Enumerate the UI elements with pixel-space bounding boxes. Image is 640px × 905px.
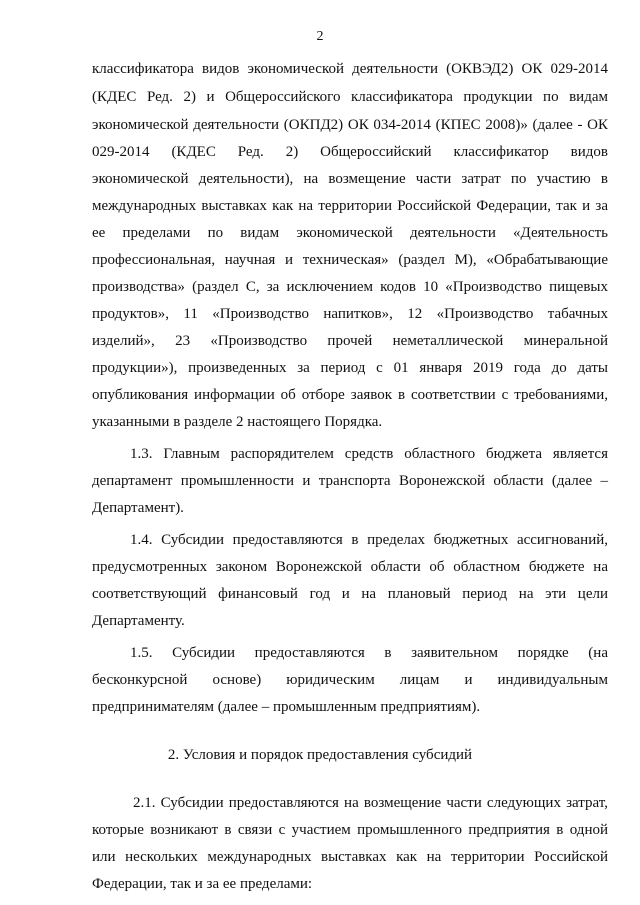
text-line: предпринимателям (далее – промышленным предприятиям). (92, 699, 481, 715)
text-line: производства» (раздел С, за исключением кодов 10 «Производство пищевых (92, 279, 608, 295)
text-line: бесконкурсной основе) юридическим лицам и индивидуальным (92, 672, 608, 688)
text-line: 029-2014 (КДЕС Ред. 2) Общероссийский классификатор видов (92, 144, 608, 160)
text-line: Департаменту. (92, 613, 185, 629)
text-line: Федерации, так и за ее пределами: (92, 876, 313, 892)
text-line: международных выставках как на территории Российской Федерации, так и за (92, 198, 608, 214)
text-line: или нескольких международных выставках как на территории Российской (92, 849, 608, 865)
paragraph-1-4-start: 1.4. Субсидии предоставляются в пределах бюджетных ассигнований, (130, 532, 608, 548)
text-line: (КДЕС Ред. 2) и Общероссийского классификатора продукции по видам (92, 89, 608, 105)
text-line: соответствующий финансовый год и на плановый период на эти цели (92, 586, 608, 602)
text-line: продукции»), произведенных за период с 01 января 2019 года до даты (92, 360, 608, 376)
text-line: изделий», 23 «Производство прочей неметаллической минеральной (92, 333, 608, 349)
text-line: указанными в разделе 2 настоящего Порядка. (92, 414, 383, 430)
section-heading: 2. Условия и порядок предоставления субсидий (167, 747, 473, 763)
text-line: предусмотренных законом Воронежской области об областном бюджете на (92, 559, 608, 575)
text-line: опубликования информации об отборе заявок в соответствии с требованиями, (92, 387, 608, 403)
text-line: профессиональная, научная и техническая» (раздел М), «Обрабатывающие (92, 252, 608, 268)
text-line: экономической деятельности), на возмещение части затрат по участию в (92, 171, 608, 187)
text-line: экономической деятельности (ОКПД2) ОК 034-2014 (КПЕС 2008)» (далее - ОК (92, 117, 608, 133)
text-line: Департамент). (92, 500, 184, 516)
text-line: классификатора видов экономической деятельности (ОКВЭД2) ОК 029-2014 (92, 61, 608, 77)
paragraph-2-1-start: 2.1. Субсидии предоставляются на возмещение части следующих затрат, (133, 795, 608, 811)
text-line: ее пределами по видам экономической деятельности «Деятельность (92, 225, 608, 241)
text-line: департамент промышленности и транспорта Воронежской области (далее – (92, 473, 608, 489)
paragraph-1-5-start: 1.5. Субсидии предоставляются в заявительном порядке (на (130, 645, 608, 661)
text-line: которые возникают в связи с участием промышленного предприятия в одной (92, 822, 608, 838)
text-line: продуктов», 11 «Производство напитков», 12 «Производство табачных (92, 306, 608, 322)
paragraph-1-3-start: 1.3. Главным распорядителем средств областного бюджета является (130, 446, 608, 462)
page-number: 2 (316, 29, 324, 44)
